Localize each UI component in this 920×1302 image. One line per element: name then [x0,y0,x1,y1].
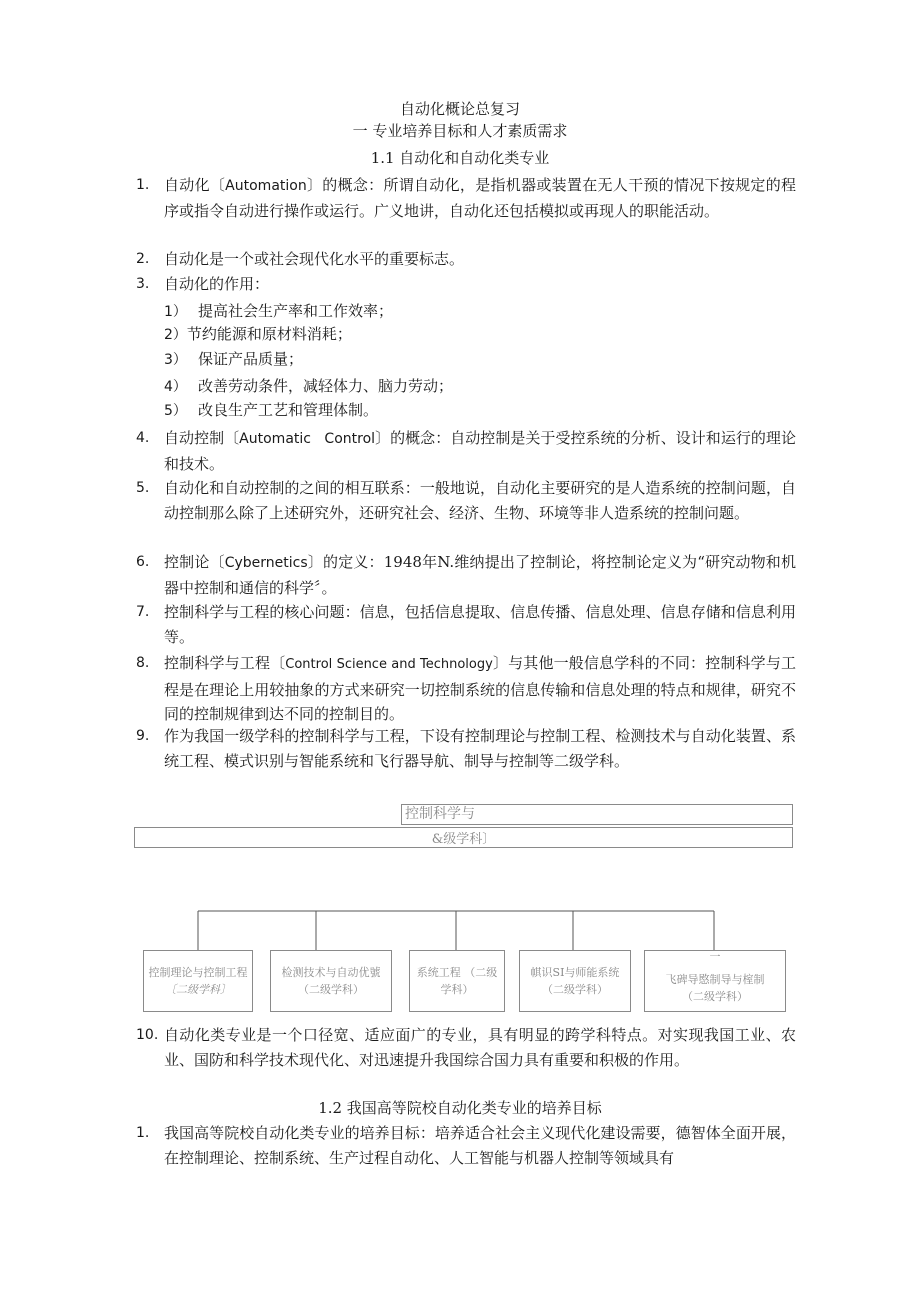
list-item: 4. 自动控制〔Automatic Control〕的概念：自动控制是关于受控系统的分析、设计和运行的理论和技术。 [136,429,796,473]
doc-title: 自动化概论总复习 [399,100,520,118]
diagram-top-box-lower: &级学科〕 [134,827,793,848]
section-title-1-1: 1.1 自动化和自动化类专业 [370,149,550,167]
list-item: 6. 控制论〔Cybernetics〕的定义：1948年N.维纳提出了控制论，将控制论定义为“研究动物和机器中控制和通信的科学〞。 [136,553,796,597]
sub-list-item: 2）节约能源和原材料消耗； [164,325,352,343]
section-title-1-2: 1.2 我国高等院校自动化类专业的培养目标 [318,1099,602,1117]
list-item: 1. 我国高等院校自动化类专业的培养目标：培养适合社会主义现代化建设需要，德智体全面开展，在控制理论、控制系统、生产过程自动化、人工智能与机器人控制等领域具有 [136,1124,796,1167]
sub-list-item: 1） 提高社会生产率和工作效率； [164,302,394,320]
sub-list-item: 4） 改善劳动条件，减轻体力、脑力劳动； [164,377,454,395]
sub-list-item: 5） 改良生产工艺和管理体制。 [164,401,379,419]
diagram-child-box: 检测技术与自动优號 （二级学科） [270,950,392,1012]
diagram-child-box: 系统工程 （二级 学科） [409,950,505,1012]
diagram-top-box: 控制科学与 [401,804,793,825]
diagram-child-box: 一 飞碑导愍制导与榁制 （二级学科） [644,950,786,1012]
list-item: 5. 自动化和自动控制的之间的相互联系：一般地说，自动化主要研究的是人造系统的控制问题，自动控制那么除了上述研究外，还研究社会、经济、生物、环境等非人造系统的控制问题。 [136,479,796,522]
list-item: 2. 自动化是一个或社会现代化水平的重要标志。 [136,250,465,268]
diagram-child-box: 控制理论与控制工程 〔二级学科〕 [143,950,253,1012]
list-item: 7. 控制科学与工程的核心问题：信息，包括信息提取、信息传播、信息处理、信息存储和信息利用等。 [136,603,796,646]
diagram-child-box: 帺识SI与师能系统 （二级学科） [519,950,631,1012]
list-item: 3. 自动化的作用： [136,275,270,293]
list-item: 10. 自动化类专业是一个口径宽、适应面广的专业，具有明显的跨学科特点。对实现我国工业、农业、国防和科学技术现代化、对迅速提升我国综合国力具有重要和积极的作用。 [136,1026,796,1069]
sub-list-item: 3） 保证产品质量； [164,350,304,368]
list-item: 8. 控制科学与工程〔Control Science and Technology〕与其他一般信息学科的不同：控制科学与工程是在理论上用较抽象的方式来研究一切控制系统的信息传输和信息处理的特点和规律，研究不同的控制规律到达不同的控制目的。 [136,654,796,723]
chapter-title: 一 专业培养目标和人才素质需求 [352,122,568,140]
list-item: 9. 作为我国一级学科的控制科学与工程，下设有控制理论与控制工程、检测技术与自动化装置、系统工程、模式识别与智能系统和飞行器导航、制导与控制等二级学科。 [136,727,796,770]
list-item: 1. 自动化〔Automation〕的概念：所谓自动化，是指机器或装置在无人干预的情况下按规定的程序或指令自动进行操作或运行。广义地讲，自动化还包括模拟或再现人的职能活动。 [136,176,796,220]
